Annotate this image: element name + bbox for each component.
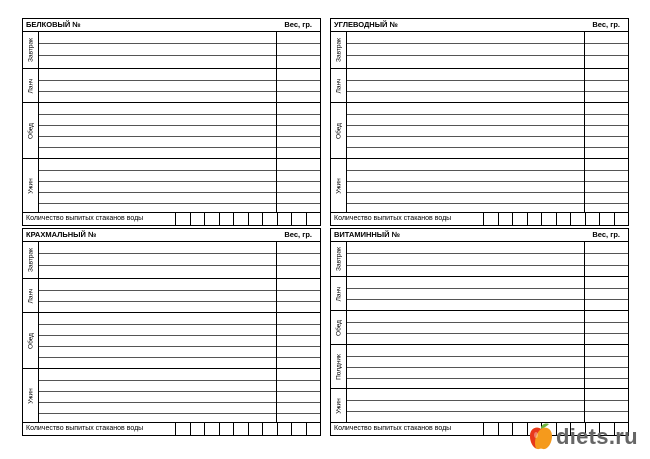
weight-column	[276, 159, 277, 212]
weight-column	[584, 159, 585, 212]
weight-column	[584, 345, 585, 388]
water-label: Количество выпитых стаканов воды	[26, 424, 144, 432]
meal-label: Ланч	[27, 78, 34, 93]
diets-logo[interactable]	[528, 419, 648, 455]
meal-label-cell	[23, 103, 39, 158]
panel-title: УГЛЕВОДНЫЙ №	[334, 20, 398, 29]
water-label: Количество выпитых стаканов воды	[334, 214, 452, 222]
weight-column	[584, 311, 585, 344]
panel-title: ВИТАМИННЫЙ №	[334, 230, 400, 239]
entry-lines	[39, 159, 320, 212]
entry-lines	[347, 345, 628, 388]
meal-label-cell	[331, 311, 347, 344]
weight-header: Вес, гр.	[592, 230, 620, 239]
weight-column	[276, 69, 277, 102]
weight-column	[584, 103, 585, 158]
water-cells	[483, 213, 628, 225]
meal-label: Обед	[335, 122, 342, 139]
apple-icon	[528, 423, 554, 451]
meal-label: Ланч	[27, 288, 34, 303]
weight-column	[584, 31, 585, 68]
entry-lines	[347, 69, 628, 102]
entry-lines	[347, 31, 628, 68]
weight-column	[276, 31, 277, 68]
entry-lines	[39, 103, 320, 158]
water-row	[331, 213, 628, 225]
meal-dinner	[23, 103, 320, 159]
entry-lines	[347, 159, 628, 212]
weight-column	[276, 369, 277, 422]
meal-supper	[23, 159, 320, 213]
panel-carbohydrate	[330, 18, 629, 226]
entry-lines	[347, 103, 628, 158]
panel-title: БЕЛКОВЫЙ №	[26, 20, 81, 29]
meal-label: Обед	[27, 332, 34, 349]
water-label: Количество выпитых стаканов воды	[334, 424, 452, 432]
panel-title: КРАХМАЛЬНЫЙ №	[26, 230, 97, 239]
meal-label-cell	[23, 159, 39, 212]
meal-label: Завтрак	[335, 37, 342, 62]
meal-lunch	[331, 69, 628, 103]
meal-dinner	[331, 103, 628, 159]
meal-label-cell	[331, 277, 347, 310]
meal-supper	[23, 369, 320, 423]
weight-column	[584, 389, 585, 422]
entry-lines	[347, 389, 628, 422]
weight-column	[584, 277, 585, 310]
weight-column	[276, 103, 277, 158]
meal-label-cell	[23, 369, 39, 422]
weight-column	[584, 241, 585, 276]
weight-column	[276, 241, 277, 278]
panel-vitamin	[330, 228, 629, 436]
meal-label: Обед	[335, 319, 342, 336]
entry-lines	[39, 313, 320, 368]
meal-dinner	[331, 311, 628, 345]
meal-label: Ужин	[27, 177, 34, 194]
meal-breakfast	[331, 31, 628, 69]
meal-label-cell	[331, 241, 347, 276]
meal-label: Ужин	[335, 397, 342, 414]
meal-label-cell	[331, 159, 347, 212]
meal-breakfast	[331, 241, 628, 277]
water-cells	[175, 213, 320, 225]
water-row	[23, 213, 320, 225]
weight-header: Вес, гр.	[284, 230, 312, 239]
meal-label: Обед	[27, 122, 34, 139]
meal-label-cell	[23, 241, 39, 278]
meal-supper	[331, 389, 628, 423]
meal-breakfast	[23, 241, 320, 279]
water-cells	[175, 423, 320, 435]
panel-protein	[22, 18, 321, 226]
weight-header: Вес, гр.	[592, 20, 620, 29]
meal-label-cell	[331, 69, 347, 102]
logo-text: diets.ru	[556, 424, 638, 449]
meal-label-cell	[331, 31, 347, 68]
entry-lines	[39, 369, 320, 422]
meal-label-cell	[23, 69, 39, 102]
meal-label-cell	[23, 31, 39, 68]
meal-label-cell	[331, 389, 347, 422]
entry-lines	[347, 277, 628, 310]
meal-label-cell	[23, 279, 39, 312]
meal-label-cell	[331, 345, 347, 388]
meal-supper	[331, 159, 628, 213]
weight-column	[584, 69, 585, 102]
meal-label: Ланч	[335, 286, 342, 301]
meal-dinner	[23, 313, 320, 369]
weight-header: Вес, гр.	[284, 20, 312, 29]
meal-breakfast	[23, 31, 320, 69]
meal-label-cell	[331, 103, 347, 158]
meal-label-cell	[23, 313, 39, 368]
entry-lines	[39, 69, 320, 102]
entry-lines	[39, 241, 320, 278]
meal-label: Ужин	[27, 387, 34, 404]
meal-lunch	[23, 69, 320, 103]
water-label: Количество выпитых стаканов воды	[26, 214, 144, 222]
weight-column	[276, 279, 277, 312]
entry-lines	[347, 311, 628, 344]
meal-label: Завтрак	[335, 246, 342, 271]
water-row	[23, 423, 320, 435]
weight-column	[276, 313, 277, 368]
meal-label: Ужин	[335, 177, 342, 194]
meal-label: Завтрак	[27, 37, 34, 62]
meal-lunch	[23, 279, 320, 313]
meal-label: Полдник	[335, 353, 342, 380]
panel-starch	[22, 228, 321, 436]
meal-label: Завтрак	[27, 247, 34, 272]
meal-label: Ланч	[335, 78, 342, 93]
meal-lunch	[331, 277, 628, 311]
meal-snack	[331, 345, 628, 389]
entry-lines	[39, 279, 320, 312]
entry-lines	[347, 241, 628, 276]
entry-lines	[39, 31, 320, 68]
